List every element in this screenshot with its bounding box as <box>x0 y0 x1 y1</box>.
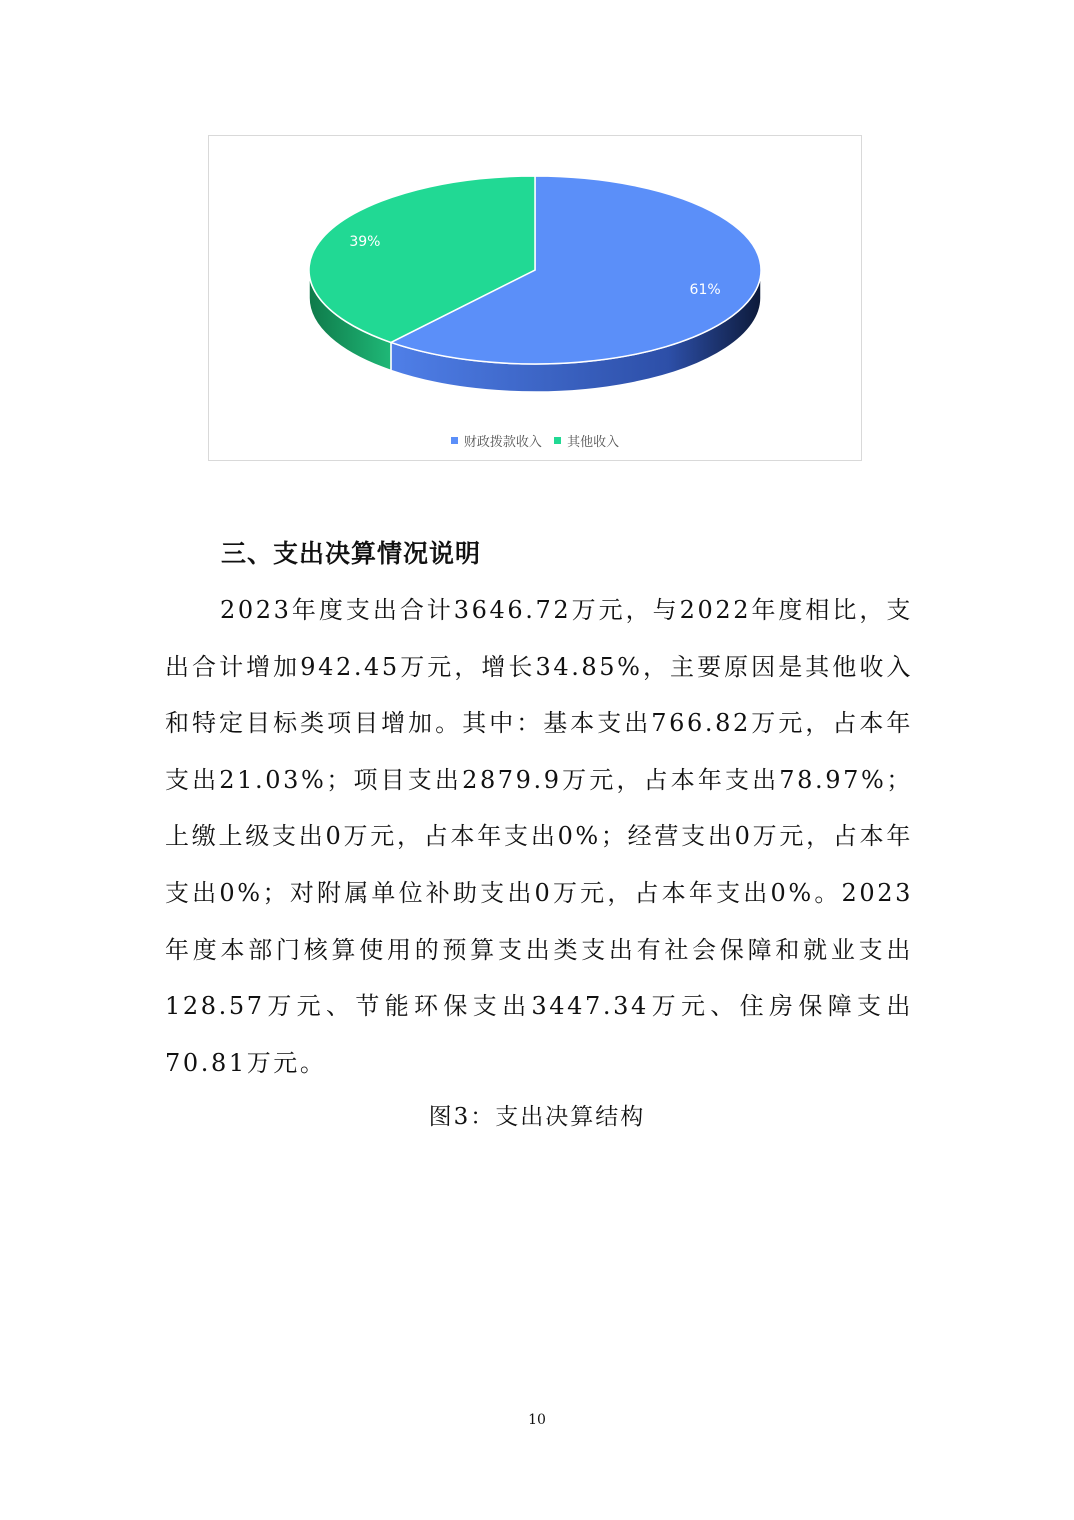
figure-caption: 图3：支出决算结构 <box>428 1104 646 1130</box>
section-heading: 三、支出决算情况说明 <box>221 539 482 568</box>
legend-swatch-other <box>554 437 561 444</box>
legend-item-fiscal <box>451 431 542 450</box>
legend-item-other <box>554 431 619 450</box>
pie-chart-canvas <box>209 136 861 460</box>
pie-label-other: 39% <box>349 234 381 251</box>
page-number: 10 <box>528 1412 546 1428</box>
legend-swatch-fiscal <box>451 437 458 444</box>
legend-label-other: 其他收入 <box>567 435 620 450</box>
legend-label-fiscal: 财政拨款收入 <box>463 435 542 450</box>
pie-chart <box>208 135 862 461</box>
chart-legend <box>209 431 861 450</box>
section-paragraph: 2023年度支出合计3646.72万元，与2022年度相比，支出合计增加942.45万元，增长34.85%，主要原因是其他收入和特定目标类项目增加。其中：基本支出766.82万元，占本年支出21.03%；项目支出2879.9万元，占本年支出78.97%；上缴上级支出0万元，占本年支出0%；经营支出0万元，占本年支出0%；对附属单位补助支出0万元，占本年支出0%。2023年度本部门核算使用的预算支出类支出有社会保障和就业支出128.57万元、节能环保支出3447.34万元、住房保障支出70.81万元。 <box>165 596 913 1077</box>
pie-label-fiscal: 61% <box>689 281 721 298</box>
